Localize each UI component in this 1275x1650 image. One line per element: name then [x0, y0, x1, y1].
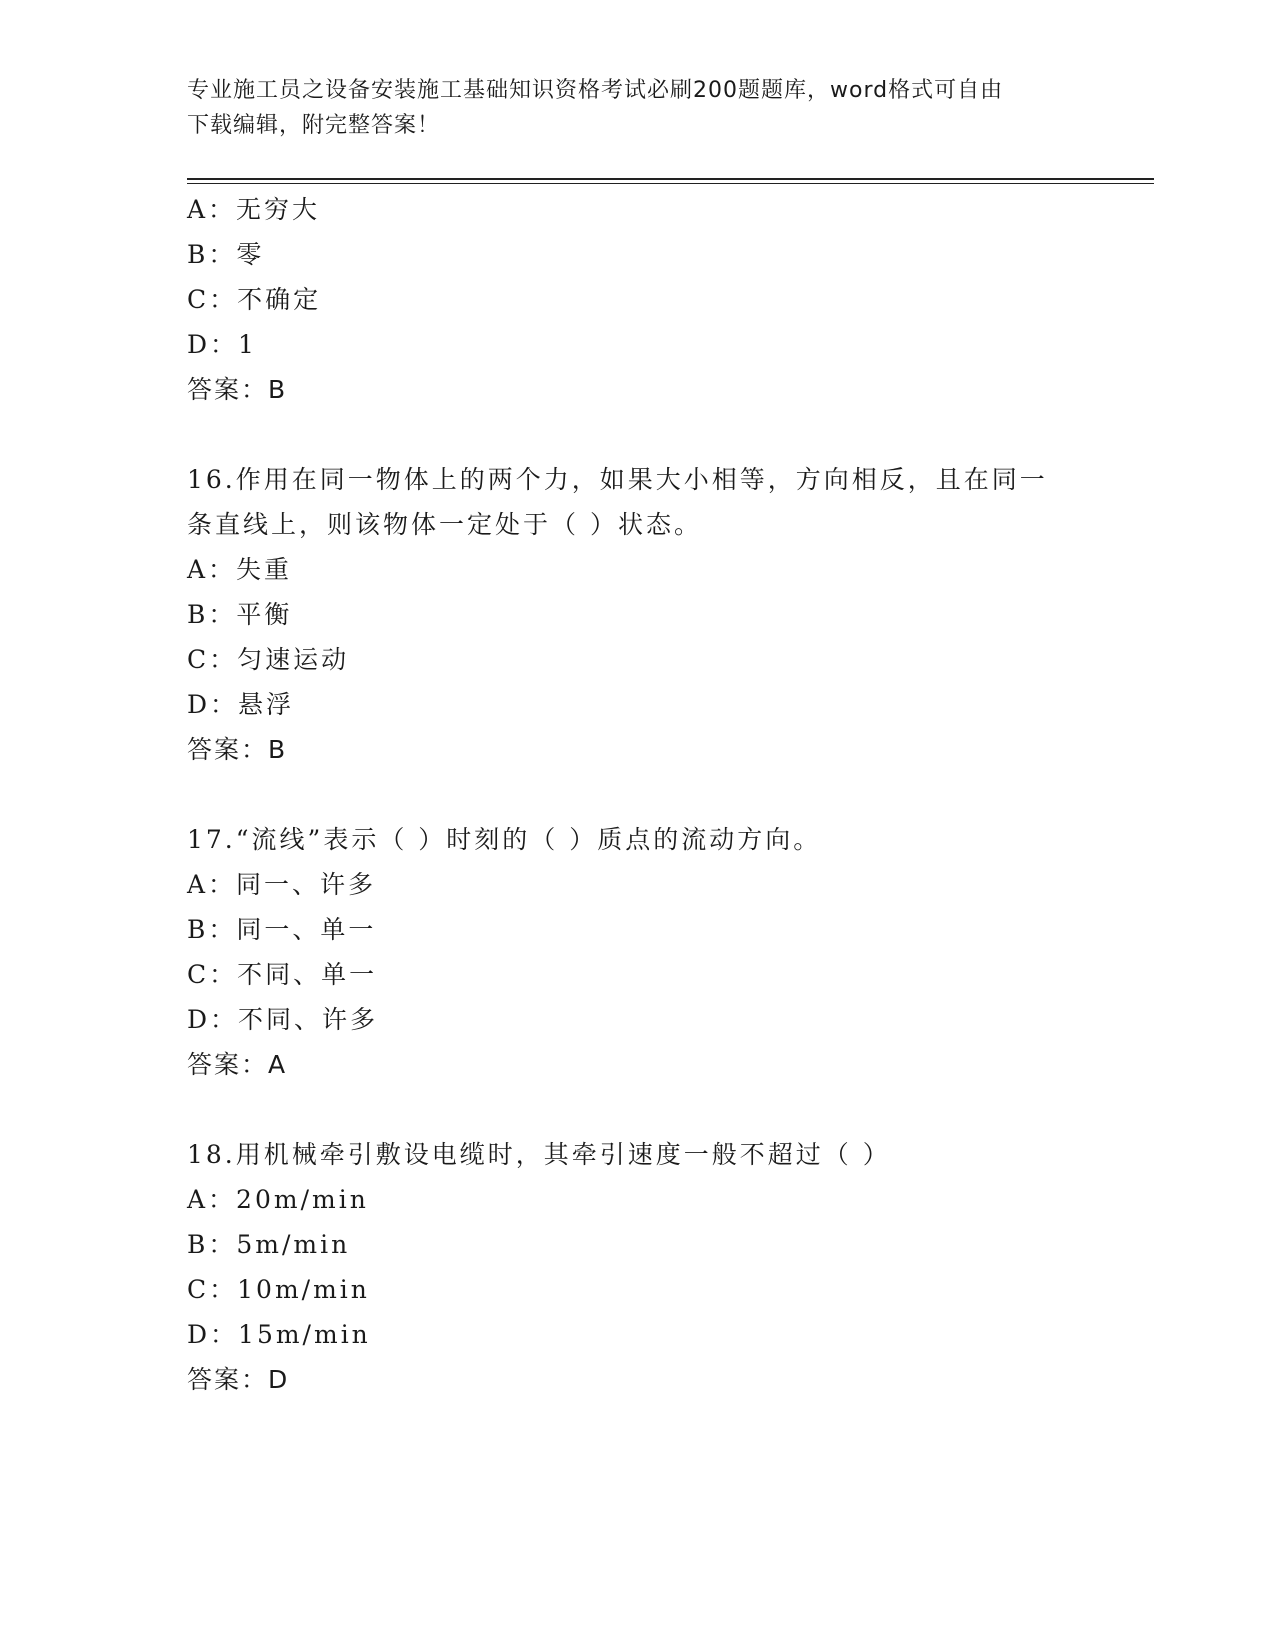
- header-line-1: 专业施工员之设备安装施工基础知识资格考试必刷200题题库，word格式可自由: [187, 78, 1004, 103]
- q17-answer: 答案：A: [187, 1050, 288, 1079]
- q16-option-d: D：悬浮: [187, 690, 295, 719]
- q18-answer: 答案：D: [187, 1365, 290, 1394]
- q16-option-a: A：失重: [187, 555, 293, 584]
- q18-option-d: D：15m/min: [187, 1320, 371, 1349]
- q16-answer: 答案：B: [187, 735, 288, 764]
- header-rule-thin: [187, 183, 1154, 184]
- header-line-2: 下载编辑，附完整答案！: [187, 113, 441, 138]
- q16-option-c: C：匀速运动: [187, 645, 350, 674]
- q18-option-a: A：20m/min: [187, 1185, 369, 1214]
- q16-stem-line-1: 16.作用在同一物体上的两个力，如果大小相等，方向相反，且在同一: [187, 465, 1048, 494]
- q17-stem: 17.“流线”表示（ ）时刻的（ ）质点的流动方向。: [187, 825, 822, 854]
- q17-option-a: A：同一、许多: [187, 870, 377, 899]
- q15-option-b: B：零: [187, 240, 265, 269]
- document-header: [187, 73, 1087, 143]
- q15-option-c: C：不确定: [187, 285, 322, 314]
- q16-stem-line-2: 条直线上，则该物体一定处于（ ）状态。: [187, 510, 702, 539]
- q16-option-b: B：平衡: [187, 600, 293, 629]
- q15-option-d: D：1: [187, 330, 257, 359]
- q15-option-a: A：无穷大: [187, 195, 321, 224]
- q17-option-c: C：不同、单一: [187, 960, 378, 989]
- q18-option-b: B：5m/min: [187, 1230, 351, 1259]
- q15-answer: 答案：B: [187, 375, 288, 404]
- header-rule-thick: [187, 178, 1154, 180]
- q17-option-d: D：不同、许多: [187, 1005, 379, 1034]
- q17-option-b: B：同一、单一: [187, 915, 377, 944]
- q18-option-c: C：10m/min: [187, 1275, 370, 1304]
- q18-stem: 18.用机械牵引敷设电缆时，其牵引速度一般不超过（ ）: [187, 1140, 891, 1169]
